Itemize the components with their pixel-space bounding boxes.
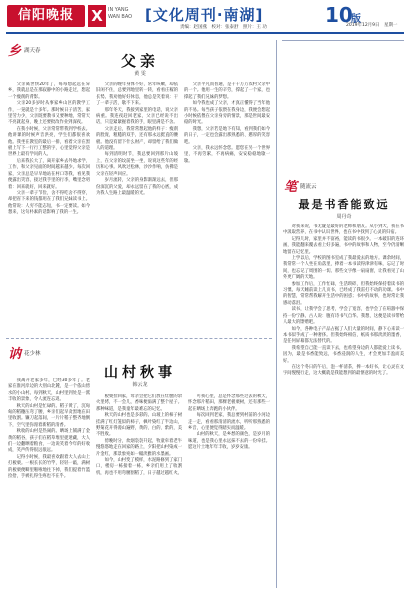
story1-b-p5: 岁月流转，父亲的身影渐渐远去，但那份深沉的父爱，却永远留在了我的心底，成为我人生路上最温暖的光。 [96, 178, 178, 196]
right-column-top-rule [282, 40, 404, 41]
story1-c-p2: 如今我也成了父亲，才真正懂得了当年他的不易。每当孩子依偎在我身边，我便会想起小时候依偎在父亲身旁的情景，那是世间最安稳的时光。 [184, 101, 270, 126]
story3-p4: 参加工作后，工作忙碌，生活琐碎，但我始终保持着读书的习惯。每天睡前读上几页书，已经成了我雷打不动的功课。书中的智慧，常常帮我解开生活中的困惑；书中的故事，也时常让我感动落泪。 [283, 281, 404, 306]
story2-c-p3: 山村的秋天，是乡愁的颜色，是岁月的味道，也是我心里永远抹不去的一份牵挂。愿这片土地年年丰收，岁岁安康。 [188, 432, 270, 451]
story3-p6: 如今，各种电子产品占据了人们大量的时间，静下心来读一本书似乎成了一种奢侈。但我始终相信，纸质书那淡淡的墨香，是任何屏幕都无法替代的。 [283, 326, 404, 345]
story2-c-p2: 每次回到老家，我总要到村前的小河边走一走，看看那清清的流水，听听那熟悉的乡音，心里便觉得踏实而温暖。 [188, 413, 270, 432]
story1-a-p2: 父亲20多岁时从事家乡山区的教学工作，一晃就是十多年。那时候日子清苦，家里劳力少，父亲既要教书又要种地，常常天不亮就起身，晚上还要批改作业到深夜。 [8, 101, 90, 126]
story1-b-p3: 父亲走后，我常常想起他的样子：瘦削的脸庞，粗糙的双手，还有那永远挺直的腰板。他没有留下什么财产，却留给了我们做人的道理。 [96, 126, 178, 152]
story3-p2: 记得儿时，家里并不富裕，能读的书很少。一本破旧的连环画，我能翻来覆去看上好多遍，书中的故事和人物，至今仍清晰地留在记忆里。 [283, 236, 404, 255]
story3-column-tag [284, 176, 317, 195]
story1-c-p3: 我想，父亲若是地下有知，看到我们如今的日子，一定也会露出那熟悉的、憨厚的笑容吧。 [184, 126, 270, 145]
story2-tag-glyph: 讷 [8, 347, 22, 362]
story-divider [6, 338, 272, 339]
story1-b-p1: 父亲的晚年身体不好，常年咳嗽，却依旧闲不住，总要到地里转一转，看看庄稼的长势。我劝他好好休息，他总是笑着说：干了一辈子活，歇不下来。 [96, 82, 178, 107]
story3-p3: 上学以后，学校的图书室成了我最爱去的地方。课余时间，我常常一个人坐在角落里，捧着一本书读得津津有味，忘记了时间，也忘记了周围的一切。那些文字像一扇扇窗，让我看见了山外更广阔的天地。 [283, 256, 404, 281]
header-rule [6, 32, 404, 34]
column-divider [276, 40, 277, 588]
logo-pinyin-line1: IN YANG [108, 7, 129, 13]
story3-byline: 周丹奇 [336, 214, 352, 220]
story2-a-p2: 秋天的山村是忙碌的。稻子黄了，沉甸甸的稻穗压弯了腰，乡亲们起早贪黑地在田里收割。镰刀起落间，一片片稻子整齐地倒下，空气里弥漫着新稻的清香。 [8, 403, 90, 428]
story2-tag-text: 花少林 [24, 350, 41, 357]
story1-column-a [8, 82, 90, 334]
editor-credits: 责编：赵国燕 校对：张泰舒 照片：王 功 [180, 25, 267, 30]
story2-a-p3: 秋收的山村是热闹的。晒场上铺满了金黄的稻谷，孩子们在稻草堆里捉迷藏，大人们一边翻晒着粮食，一边说笑着今年的好收成，笑声传得很远很远。 [8, 429, 90, 454]
story3-p8: 在这个冬日的午后，泡一杯清茶，捧一本好书，让心灵在文字间慢慢行走，这大概就是我能想到的最惬意的时光了。 [283, 364, 404, 377]
story1-c-p4: 父亲，我永远怀念您。愿您在另一个世界里，不再劳累，不再病痛，安安稳稳地歇一歇。 [184, 146, 270, 164]
story3-tag-text: 随流云 [300, 183, 317, 190]
story1-b-p2: 那年冬天，我接到家里的电话，说父亲病重。我连夜赶回老家，父亲已经说不出话，只是紧紧握着我的手，眼里满是不舍。 [96, 107, 178, 126]
logo-x-mark: X [88, 5, 106, 27]
story1-column-c [184, 82, 270, 334]
story1-tag-glyph: 乡 [8, 44, 22, 59]
page-number-suffix: 版 [351, 14, 361, 25]
story1-a-p3: 在我小时候，父亲常常带我到学校去。他讲课的时候声音洪亮，学生们都很喜欢他。我坐在教室的最后一排，看着父亲在黑板上写下一行行工整的字，心里觉得父亲是世界上最有学问的人。 [8, 126, 90, 158]
story1-c-p1: 父亲平凡而普通，是千千万万农村父亲中的一个。他用一生的辛劳，撑起了一个家，也撑起了我们兄妹的梦想。 [184, 82, 270, 100]
story3-headline: 最是书香能致远 [298, 198, 390, 211]
story2-a-p1: 我离开老家多年，已经30多年了。老家在淮河岸边的大别山北麓，是一个依山傍水的小山村。每到秋天，山村里到处是一派丰收的景象，令人流连忘返。 [8, 378, 90, 403]
page-number: 10 [325, 3, 353, 27]
story2-b-p4: 如今，山村变了模样，水泥路修到了家门口，楼房一栋接着一栋，乡亲们用上了收割机，再也不用弯腰割稻了，日子越过越红火。 [96, 458, 182, 476]
story3-tag-glyph: 笔 [284, 180, 298, 195]
story2-b-p1: 板栗捡回家，母亲会把它们放在灶膛的余火里烤，不一会儿，香味便溢满了整个屋子。那种味道，是我童年最难忘的记忆。 [96, 394, 182, 412]
story1-headline: 父亲 [120, 52, 159, 70]
story2-c-p1: 可我心里，总是怀念那些过去的秋天，怀念那片稻田，那棵老板栗树，还有那些一起在晒场上奔跑的小伙伴。 [188, 394, 270, 412]
story3-column [283, 224, 404, 588]
newspaper-logo: 信阳晚报 [7, 5, 85, 27]
story1-tag-text: 湖天春 [24, 47, 41, 54]
section-title: [文化周刊·南湖] [145, 6, 264, 24]
story1-a-p1: 父亲离世快20年了，每每想起远在异乡，我就总是在那寂静中的小路走过，想起一个瘦削的背影。 [8, 82, 90, 100]
story1-column-tag [8, 40, 41, 59]
story1-byline: 黄 雯 [134, 71, 146, 77]
story3-p7: 我希望自己能一直读下去，也希望身边的人都能爱上读书。因为，最是书香能致远，书香浸润的人生，才会更加丰盈而美好。 [283, 345, 404, 364]
story3-p5: 读书，让我学会了思考，学会了宽容，也学会了在喧嚣中保持一份宁静。古人说：腹有诗书气自华。我想，这便是读书带给人最大的馈赠吧。 [283, 307, 404, 326]
story2-column-c [188, 394, 270, 588]
logo-pinyin-line2: WAN BAO [108, 14, 133, 20]
story2-a-p4: 记得小时候，我最喜欢跟着大人去山上打板栗。一根长长的竹竿，轻轻一敲，满树的板栗便噼里啪啦地往下掉，我们提着竹篮捡拾，手被扎得生疼也不在乎。 [8, 454, 90, 480]
story2-b-p2: 秋天的山村也是多彩的。山坡上的柿子树挂满了红灯笼似的柿子，枫叶染红了半边山，野菊花开得漫山遍野，黄的、白的、紫的，美不胜收。 [96, 413, 182, 438]
story1-a-p5: 父亲一辈子节俭，舍不得吃舍不得穿，却把省下来的钱都用在了我们兄妹读书上。他常说：人穷不能志短，书一定要读。如今想来，这句朴素的话影响了我的一生。 [8, 190, 90, 216]
story2-column-a [8, 378, 90, 588]
story2-b-p3: 傍晚时分，炊烟袅袅升起，牧童牵着老牛慢悠悠地走在回家的路上，夕阳把山村染成一片金红，那景象宛如一幅淡雅的水墨画。 [96, 438, 182, 457]
story1-column-b [96, 82, 178, 334]
story2-byline: 韩云龙 [132, 382, 148, 388]
story2-headline: 山村秋事 [104, 365, 176, 381]
story1-a-p4: 后来我长大了，离开家乡去外地求学、工作，和父亲见面的时间越来越少。每次回家，父亲总是早早地站在村口等我，看见我便露出笑容，接过我手里的行李，嘴里念叨着：回来就好，回来就好。 [8, 158, 90, 190]
story2-column-b [96, 394, 182, 588]
issue-date: 2019年12月9日 星期一 [346, 23, 398, 28]
logo-pinyin [108, 7, 148, 21]
story3-p1: 对我来说，书无疑是最好的老师和朋友。从小到大，我在书中汲取营养，在书中认识世界，也在书中找到了心灵的归宿。 [283, 224, 404, 236]
masthead [0, 0, 410, 34]
story1-b-p4: 每到清明时节，我总要回到那片山坡上，在父亲的坟前坐一坐，说说这些年的经历和心事。风吹过松林，沙沙作响，仿佛是父亲在轻声回应。 [96, 152, 178, 177]
story2-column-tag [8, 343, 41, 362]
